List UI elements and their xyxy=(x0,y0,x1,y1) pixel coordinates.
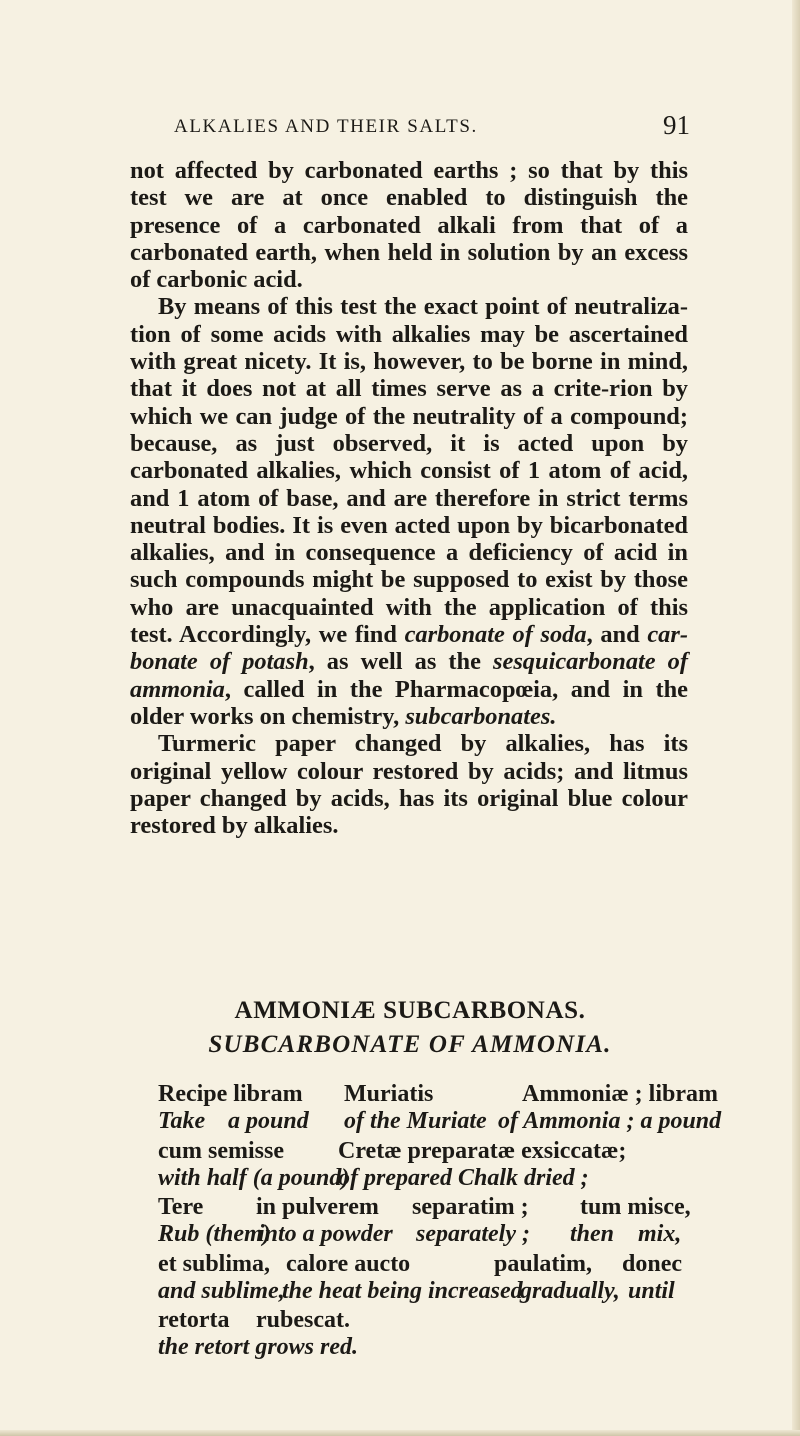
recipe-line-3-english xyxy=(158,1221,708,1248)
running-head xyxy=(126,110,690,140)
recipe-line-4 xyxy=(158,1251,708,1305)
recipe-line-4-english xyxy=(158,1278,708,1305)
paragraph-2-text-d: , called in the Pharmacopœia, and in the older works on chemistry, xyxy=(130,675,688,730)
english-word: into a powder xyxy=(258,1221,393,1247)
latin-word: Muriatis xyxy=(344,1081,434,1107)
recipe-line-3 xyxy=(158,1194,708,1248)
english-word: a pound xyxy=(228,1108,309,1134)
paragraph-2 xyxy=(130,293,688,730)
recipe-line-2-english xyxy=(158,1165,708,1192)
english-word: of the Muriate xyxy=(344,1108,487,1134)
paragraph-3: Turmeric paper changed by alkalies, has its original yellow colour restored by acids; and litmus paper changed by acids, has its original blue colour restored by alkalies. xyxy=(130,730,688,840)
paragraph-2-text-c: , as well as the xyxy=(308,648,481,676)
term-sesquicarbonate-of-ammonia: sesquicarbonate of ammonia xyxy=(130,648,689,703)
english-word: then xyxy=(570,1221,615,1247)
latin-word: cum semisse xyxy=(158,1138,284,1164)
recipe-line-5-english xyxy=(158,1334,708,1361)
latin-word: separatim ; xyxy=(412,1194,529,1220)
english-word: with half (a pound) xyxy=(158,1165,350,1191)
term-carbonate-of-potash: car-bonate of potash xyxy=(130,621,688,676)
body-text xyxy=(130,157,688,839)
english-word: Take xyxy=(158,1108,206,1134)
latin-word: et sublima, xyxy=(158,1251,271,1277)
latin-word: calore aucto xyxy=(286,1251,411,1277)
recipe-line-2 xyxy=(158,1138,708,1192)
recipe-line-2-latin xyxy=(158,1138,708,1165)
page-edge-right xyxy=(792,0,800,1436)
running-title: ALKALIES AND THEIR SALTS. xyxy=(174,116,478,137)
recipe-line-5-latin xyxy=(158,1307,708,1334)
latin-word: retorta xyxy=(158,1307,230,1333)
english-word: of Ammonia ; a pound xyxy=(498,1108,722,1134)
english-word: until xyxy=(628,1278,675,1304)
recipe-line-4-latin xyxy=(158,1251,708,1278)
page-edge-bottom xyxy=(0,1430,800,1436)
recipe-line-5 xyxy=(158,1307,708,1361)
recipe-line-1-latin xyxy=(158,1081,718,1108)
latin-word: donec xyxy=(622,1251,682,1277)
section-heading-latin: AMMONIÆ SUBCARBONAS. xyxy=(234,997,586,1024)
latin-word: rubescat. xyxy=(256,1307,350,1333)
english-word: of prepared Chalk dried ; xyxy=(338,1165,589,1191)
english-word: separately ; xyxy=(416,1221,530,1247)
recipe-line-1-english xyxy=(158,1108,722,1135)
latin-word: in pulverem xyxy=(256,1194,379,1220)
page-number: 91 xyxy=(663,110,690,140)
latin-word: Cretæ preparatæ exsiccatæ; xyxy=(338,1138,627,1164)
english-word: and sublime, xyxy=(158,1278,285,1304)
paragraph-2-text-a: By means of this test the exact point of neutraliza-tion of some acids with alkalies may be ascertained with great nicety. It is, however, to be borne in mind, that it does not at all times serve as a crite-rion by which we can judge of the neutrality of a compound; because, as just observed, it is acted upon by carbonated alkalies, which consist of 1 atom of acid, and 1 atom of base, and are therefore in strict terms neutral bodies. It is even acted upon by bicarbonated alkalies, and in consequence a deficiency of acid in such compounds might be supposed to exist by those who are unacquainted with the application of this test. Accordingly, we find xyxy=(130,293,688,649)
paragraph-1: not affected by carbonated earths ; so that by this test we are at once enabled to distinguish the presence of a carbonated alkali from that of a carbonated earth, when held in solution by an excess of carbonic acid. xyxy=(130,157,688,294)
term-carbonate-of-soda: carbonate of soda xyxy=(404,621,587,649)
latin-word: tum misce, xyxy=(580,1194,691,1220)
term-subcarbonates: subcarbonates. xyxy=(405,702,557,730)
latin-word: paulatim, xyxy=(494,1251,593,1277)
recipe-line-1 xyxy=(158,1081,722,1135)
english-word: gradually, xyxy=(520,1278,620,1304)
latin-word: Tere xyxy=(158,1194,204,1220)
paragraph-2-text-b: , and xyxy=(586,621,640,649)
section-heading-english: SUBCARBONATE OF AMMONIA. xyxy=(208,1031,612,1058)
latin-word: Recipe libram xyxy=(158,1081,303,1107)
recipe-line-3-latin xyxy=(158,1194,708,1221)
english-word: the heat being increased xyxy=(282,1278,523,1304)
english-word: mix, xyxy=(638,1221,682,1247)
latin-word: Ammoniæ ; libram xyxy=(522,1081,718,1107)
english-word: Rub (them) xyxy=(158,1221,271,1247)
english-word: the retort grows red. xyxy=(158,1334,359,1360)
